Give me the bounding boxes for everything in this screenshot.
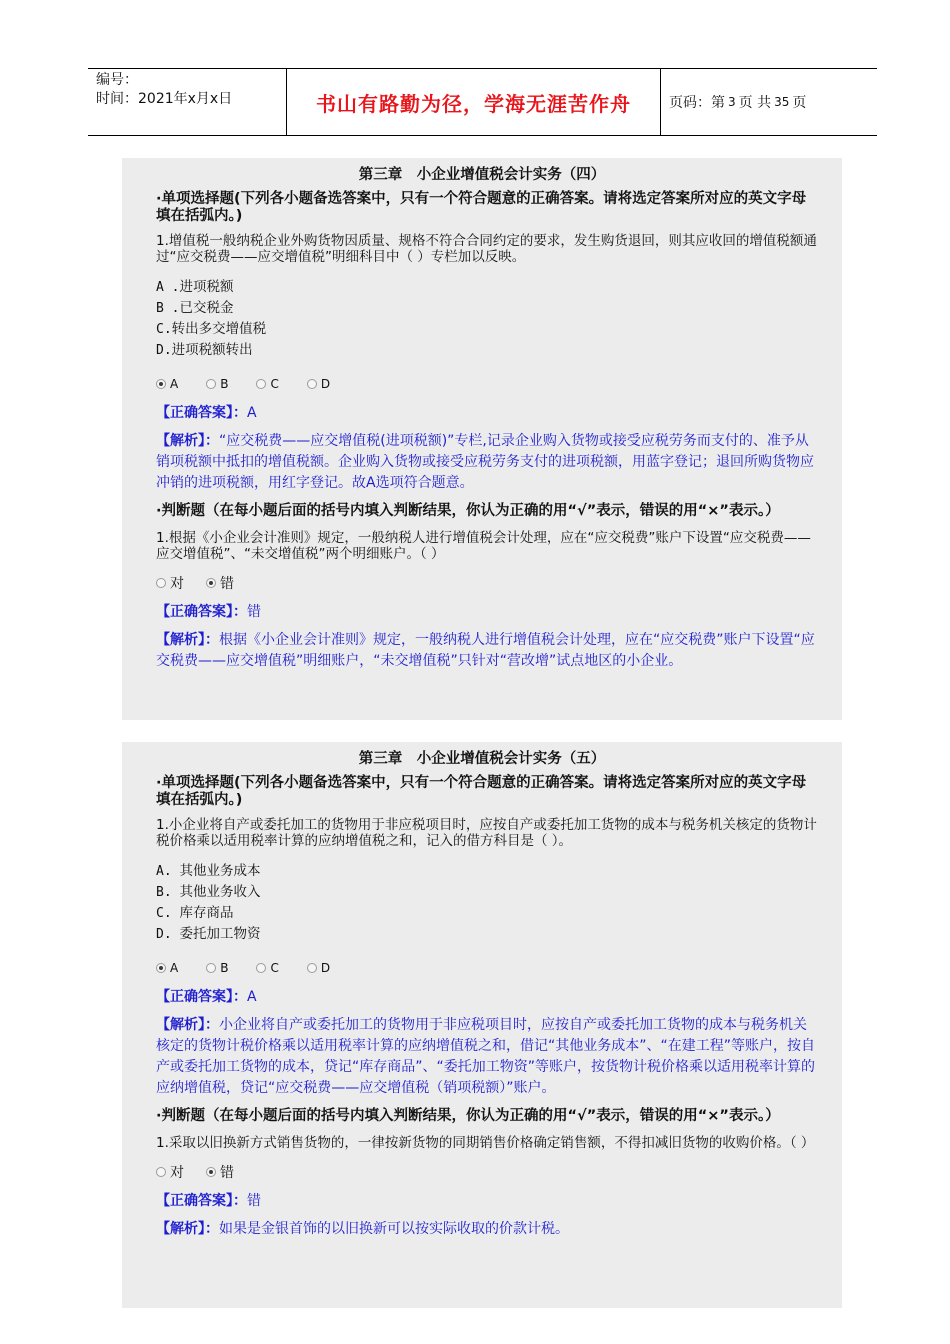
- radio-a[interactable]: [156, 961, 178, 975]
- single-choice-heading: ·单项选择题(下列各小题备选答案中，只有一个符合题意的正确答案。请将选定答案所对应的英文字母填在括弧内。): [156, 775, 807, 808]
- radio-label: B: [220, 961, 229, 975]
- option-key: C.: [156, 906, 172, 921]
- tf-analysis: [156, 630, 818, 672]
- radio-label: D: [320, 961, 331, 975]
- correct-answer: [156, 403, 818, 423]
- radio-false[interactable]: [206, 573, 234, 593]
- exercise-panel-4: [122, 158, 842, 720]
- option-c: [156, 319, 818, 340]
- page-counter: [661, 69, 877, 135]
- option-key: B .: [156, 301, 180, 316]
- radio-label: D: [320, 377, 331, 391]
- radio-false[interactable]: [206, 1162, 234, 1182]
- radio-label: C: [270, 961, 279, 975]
- chapter-title: 第三章 小企业增值税会计实务（四）: [358, 167, 606, 183]
- radio-selected-icon: [156, 379, 166, 389]
- radio-selected-icon: [156, 963, 166, 973]
- header-meta: [88, 69, 287, 135]
- radio-true[interactable]: [156, 573, 184, 593]
- option-text: 转出多交增值税: [171, 321, 267, 337]
- radio-label: 错: [220, 1165, 234, 1181]
- option-a: [156, 277, 818, 298]
- option-text: 库存商品: [179, 905, 234, 921]
- radio-empty-icon: [156, 1167, 166, 1177]
- radio-label: 错: [220, 576, 234, 592]
- answer-label: 【正确答案】：: [156, 989, 247, 1005]
- header-motto: 书山有路勤为径，学海无涯苦作舟: [287, 69, 661, 135]
- analysis: [156, 431, 818, 494]
- option-text: 其他业务收入: [179, 884, 261, 900]
- chapter-title: 第三章 小企业增值税会计实务（五）: [358, 751, 606, 767]
- option-key: B.: [156, 885, 172, 900]
- tf-radio-group: [156, 1163, 818, 1181]
- option-text: 其他业务成本: [179, 863, 261, 879]
- answer-radio-group: [156, 959, 818, 977]
- option-key: D.: [156, 927, 172, 942]
- true-false-heading: ·判断题（在每小题后面的括号内填入判断结果，你认为正确的用“√”表示，错误的用“×”表示。）: [156, 503, 780, 519]
- option-a: [156, 861, 818, 882]
- option-text: 进项税额: [179, 279, 234, 295]
- page-number: 3: [728, 95, 736, 109]
- true-false-question: 1.根据《小企业会计准则》规定，一般纳税人进行增值税会计处理，应在“应交税费”账户下设置“应交税费——应交增值税”、“未交增值税”两个明细账户。（ ）: [156, 530, 811, 562]
- option-text: 委托加工物资: [179, 926, 261, 942]
- radio-c[interactable]: [256, 961, 278, 975]
- single-choice-question: 1.增值税一般纳税企业外购货物因质量、规格不符合合同约定的要求，发生购货退回，则其应收回的增值税额通过“应交税费——应交增值税”明细科目中（ ）专栏加以反映。: [156, 233, 817, 265]
- radio-label: C: [270, 377, 279, 391]
- radio-label: 对: [170, 576, 184, 592]
- correct-answer: [156, 987, 818, 1007]
- single-choice-heading: ·单项选择题(下列各小题备选答案中，只有一个符合题意的正确答案。请将选定答案所对应的英文字母填在括弧内。): [156, 191, 807, 224]
- analysis-label: 【解析】：: [156, 433, 219, 449]
- analysis-text: 根据《小企业会计准则》规定，一般纳税人进行增值税会计处理，应在“应交税费”账户下设置“应交税费——应交增值税”明细账户，“未交增值税”只针对“营改增”试点地区的小企业。: [156, 632, 815, 669]
- radio-empty-icon: [307, 379, 317, 389]
- radio-empty-icon: [256, 963, 266, 973]
- analysis-label: 【解析】：: [156, 632, 219, 648]
- page-total: 35: [774, 95, 790, 109]
- tf-correct-answer: [156, 1191, 818, 1211]
- answer-value: A: [247, 405, 257, 421]
- option-text: 进项税额转出: [171, 342, 253, 358]
- analysis-text: 小企业将自产或委托加工的货物用于非应税项目时，应按自产或委托加工货物的成本与税务机关核定的货物计税价格乘以适用税率计算的应纳增值税之和，借记“其他业务成本”、“在建工程”等账户，按自产或委托加工货物的成本，贷记“库存商品”、“委托加工物资”等账户，按货物计税价格乘以适用税率计算的应纳增值税，贷记“应交税费——应交增值税（销项税额）”账户。: [156, 1017, 816, 1096]
- option-d: [156, 340, 818, 361]
- page-suffix: 页: [792, 95, 807, 111]
- time-label: 时间：2021年x月x日: [96, 91, 233, 107]
- radio-empty-icon: [307, 963, 317, 973]
- option-c: [156, 903, 818, 924]
- tf-analysis: [156, 1219, 818, 1240]
- answer-radio-group: [156, 375, 818, 393]
- single-choice-question: 1.小企业将自产或委托加工的货物用于非应税项目时，应按自产或委托加工货物的成本与税务机关核定的货物计税价格乘以适用税率计算的应纳增值税之和，记入的借方科目是（ ）。: [156, 817, 817, 849]
- radio-label: 对: [170, 1165, 184, 1181]
- radio-label: A: [170, 961, 179, 975]
- radio-d[interactable]: [307, 377, 330, 391]
- option-list: [156, 277, 818, 361]
- radio-selected-icon: [206, 1167, 216, 1177]
- radio-empty-icon: [156, 578, 166, 588]
- page-mid: 页 共: [738, 95, 772, 111]
- option-text: 已交税金: [179, 300, 234, 316]
- option-d: [156, 924, 818, 945]
- analysis-text: 如果是金银首饰的以旧换新可以按实际收取的价款计税。: [219, 1221, 569, 1237]
- answer-label: 【正确答案】：: [156, 1193, 247, 1209]
- radio-label: B: [220, 377, 229, 391]
- page-header: [88, 68, 877, 136]
- answer-label: 【正确答案】：: [156, 405, 247, 421]
- option-b: [156, 882, 818, 903]
- radio-b[interactable]: [206, 961, 228, 975]
- tf-correct-answer: [156, 602, 818, 622]
- radio-a[interactable]: [156, 377, 178, 391]
- answer-value: A: [247, 989, 257, 1005]
- option-list: [156, 861, 818, 945]
- radio-b[interactable]: [206, 377, 228, 391]
- true-false-heading: ·判断题（在每小题后面的括号内填入判断结果，你认为正确的用“√”表示，错误的用“×”表示。）: [156, 1108, 780, 1124]
- analysis-text: “应交税费——应交增值税(进项税额)”专栏,记录企业购入货物或接受应税劳务而支付的、准予从销项税额中抵扣的增值税额。企业购入货物或接受应税劳务支付的进项税额，用蓝字登记；退回所购货物应冲销的进项税额，用红字登记。故A选项符合题意。: [156, 433, 814, 491]
- radio-empty-icon: [206, 379, 216, 389]
- radio-true[interactable]: [156, 1162, 184, 1182]
- exercise-panel-5: [122, 742, 842, 1308]
- answer-value: 错: [247, 1193, 261, 1209]
- option-key: A .: [156, 280, 180, 295]
- option-key: C.: [156, 322, 172, 337]
- code-label: 编号：: [96, 72, 138, 88]
- radio-c[interactable]: [256, 377, 278, 391]
- analysis-label: 【解析】：: [156, 1017, 219, 1033]
- answer-value: 错: [247, 604, 261, 620]
- tf-radio-group: [156, 574, 818, 592]
- true-false-question: 1.采取以旧换新方式销售货物的，一律按新货物的同期销售价格确定销售额，不得扣减旧货物的收购价格。（ ）: [156, 1135, 815, 1151]
- radio-empty-icon: [206, 963, 216, 973]
- radio-d[interactable]: [307, 961, 330, 975]
- option-key: A.: [156, 864, 172, 879]
- page-prefix: 页码：第: [669, 95, 725, 111]
- radio-empty-icon: [256, 379, 266, 389]
- radio-label: A: [170, 377, 179, 391]
- analysis: [156, 1015, 818, 1099]
- analysis-label: 【解析】：: [156, 1221, 219, 1237]
- option-key: D.: [156, 343, 172, 358]
- option-b: [156, 298, 818, 319]
- answer-label: 【正确答案】：: [156, 604, 247, 620]
- radio-selected-icon: [206, 578, 216, 588]
